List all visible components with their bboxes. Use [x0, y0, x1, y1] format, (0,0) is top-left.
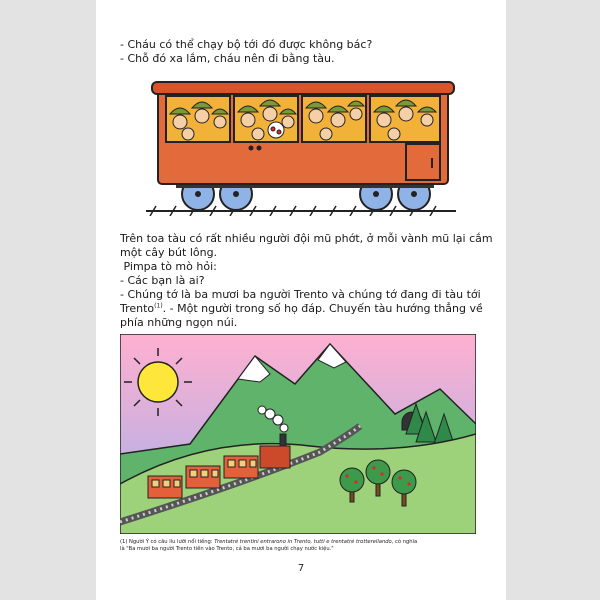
footnote-tail: , có nghĩa: [391, 539, 418, 545]
narrative-line: một cây bút lông.: [120, 246, 218, 259]
book-page: [96, 0, 506, 600]
footnote-marker: (1): [120, 539, 128, 545]
narrative-line: - Chúng tớ là ba mươi ba người Trento và chúng tớ đang đi tàu tới: [120, 288, 481, 301]
narrative-line: - Các bạn là ai?: [120, 274, 205, 287]
narrative-line: [120, 302, 493, 316]
narrative-paragraph: [120, 232, 493, 330]
footnote-line-2: là "Ba mươi ba người Trento tiến vào Trento, cả ba mươi ba người chạy nước kiệu.": [120, 546, 334, 552]
narrative-line: Pimpa tò mò hỏi:: [120, 260, 217, 273]
footnote-reference: (1): [154, 302, 163, 310]
dialogue-line-1: - Cháu có thể chạy bộ tới đó được không bác?: [120, 38, 373, 51]
train-car-illustration: [136, 76, 466, 216]
narrative-line: phía những ngọn núi.: [120, 316, 238, 329]
dialogue-line-2: - Chỗ đó xa lắm, cháu nên đi bằng tàu.: [120, 52, 335, 65]
footnote-italic-quote: Trentatré trentini entrarono in Trento, tutti e trentatré trotterellando: [214, 539, 392, 545]
narrative-word: Trento: [120, 302, 155, 315]
page-number: 7: [297, 563, 305, 574]
footnote: [120, 539, 476, 553]
narrative-text: . - Một người trong số họ đáp. Chuyến tàu hướng thẳng về: [162, 302, 483, 315]
footnote-lead: Người Ý có câu líu lưỡi nổi tiếng:: [127, 539, 215, 545]
narrative-line: Trên toa tàu có rất nhiều người đội mũ phớt, ở mỗi vành mũ lại cắm: [120, 232, 493, 245]
landscape-illustration: [120, 334, 476, 534]
dialogue-top: [120, 38, 372, 66]
